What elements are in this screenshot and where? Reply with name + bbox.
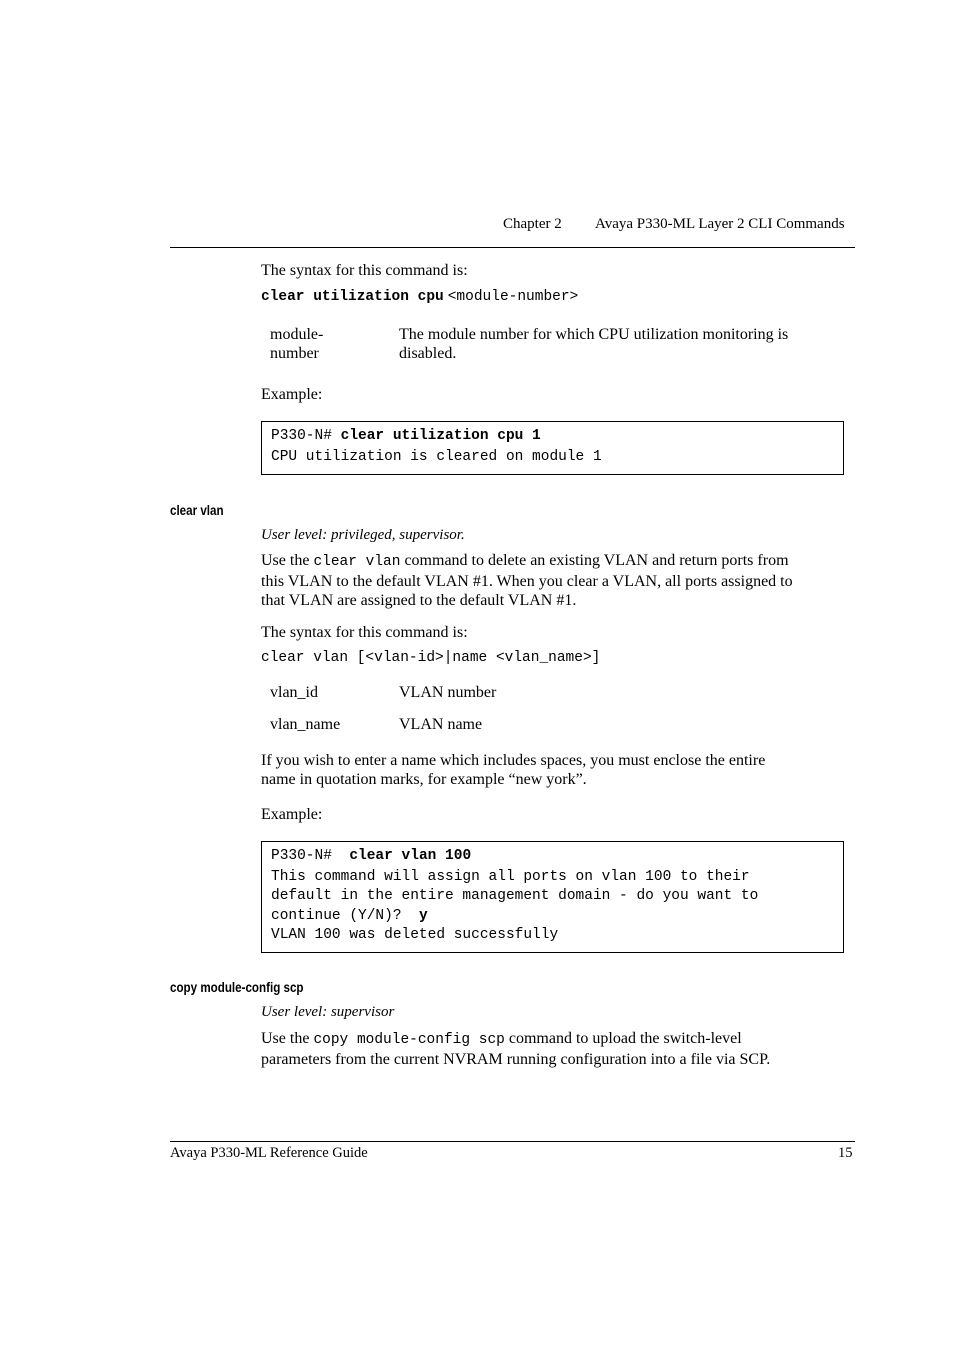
description-line: this VLAN to the default VLAN #1. When you clear a VLAN, all ports assigned to — [261, 573, 793, 590]
header-rule — [170, 247, 855, 248]
syntax-command: clear utilization cpu — [261, 289, 444, 305]
code-line — [271, 908, 428, 924]
description-paragraph — [261, 1029, 861, 1069]
inline-code: clear vlan — [313, 554, 401, 570]
code-command: clear utilization cpu 1 — [340, 428, 541, 444]
param-name: vlan_name — [270, 716, 341, 733]
param-desc: VLAN number — [399, 684, 497, 701]
note-line: name in quotation marks, for example “new york”. — [261, 771, 587, 788]
footer-rule — [170, 1141, 855, 1142]
syntax-argument: <module-number> — [447, 289, 579, 305]
syntax-line: clear vlan [<vlan-id>|name <vlan_name>] — [261, 650, 601, 666]
desc-text: Use the — [261, 1030, 310, 1047]
note-line: If you wish to enter a name which includes spaces, you must enclose the entire — [261, 752, 766, 769]
code-line — [271, 848, 471, 864]
code-output: CPU utilization is cleared on module 1 — [271, 449, 602, 465]
user-level: User level: privileged, supervisor. — [261, 527, 465, 543]
example-label: Example: — [261, 386, 323, 403]
syntax-line — [261, 287, 578, 305]
code-output: VLAN 100 was deleted successfully — [271, 927, 559, 943]
code-prompt: P330-N# — [271, 848, 332, 864]
code-output: This command will assign all ports on vlan 100 to their — [271, 869, 750, 885]
running-header-title: Avaya P330-ML Layer 2 CLI Commands — [595, 216, 845, 232]
code-output: default in the entire management domain - do you want to — [271, 888, 759, 904]
param-name: vlan_id — [270, 684, 318, 701]
user-level: User level: supervisor — [261, 1004, 395, 1020]
description-line: that VLAN are assigned to the default VLAN #1. — [261, 592, 577, 609]
code-example-box — [261, 841, 844, 953]
param-name-module-number — [270, 325, 323, 363]
code-example-box — [261, 421, 844, 475]
desc-text: Use the — [261, 552, 310, 569]
page-number: 15 — [838, 1145, 853, 1161]
desc-text: command to delete an existing VLAN and return ports from — [404, 552, 789, 569]
param-desc: VLAN name — [399, 716, 483, 733]
param-desc-module-number — [399, 325, 788, 363]
syntax-intro: The syntax for this command is: — [261, 624, 468, 641]
description-line — [261, 1029, 861, 1050]
syntax-intro: The syntax for this command is: — [261, 262, 468, 279]
note-paragraph — [261, 751, 861, 789]
code-answer: y — [418, 908, 428, 924]
param-name-line: module- — [270, 326, 324, 343]
param-desc-line: The module number for which CPU utilization monitoring is — [399, 326, 789, 343]
section-heading-copy-module-config-scp: copy module-config scp — [170, 980, 304, 995]
running-header-chapter: Chapter 2 — [503, 216, 562, 232]
code-prompt: P330-N# — [271, 428, 332, 444]
example-label: Example: — [261, 806, 323, 823]
section-heading-clear-vlan: clear vlan — [170, 503, 224, 518]
code-output: continue (Y/N)? — [271, 908, 402, 924]
inline-code: copy module-config scp — [313, 1032, 505, 1048]
description-line — [261, 551, 861, 572]
param-desc-line: disabled. — [399, 345, 457, 362]
desc-text: command to upload the switch-level — [508, 1030, 742, 1047]
description-line: parameters from the current NVRAM running configuration into a file via SCP. — [261, 1051, 771, 1068]
param-name-line: number — [270, 345, 319, 362]
footer-guide-title: Avaya P330-ML Reference Guide — [170, 1145, 368, 1161]
description-paragraph — [261, 551, 861, 610]
code-line — [271, 428, 541, 444]
code-command: clear vlan 100 — [349, 848, 472, 864]
